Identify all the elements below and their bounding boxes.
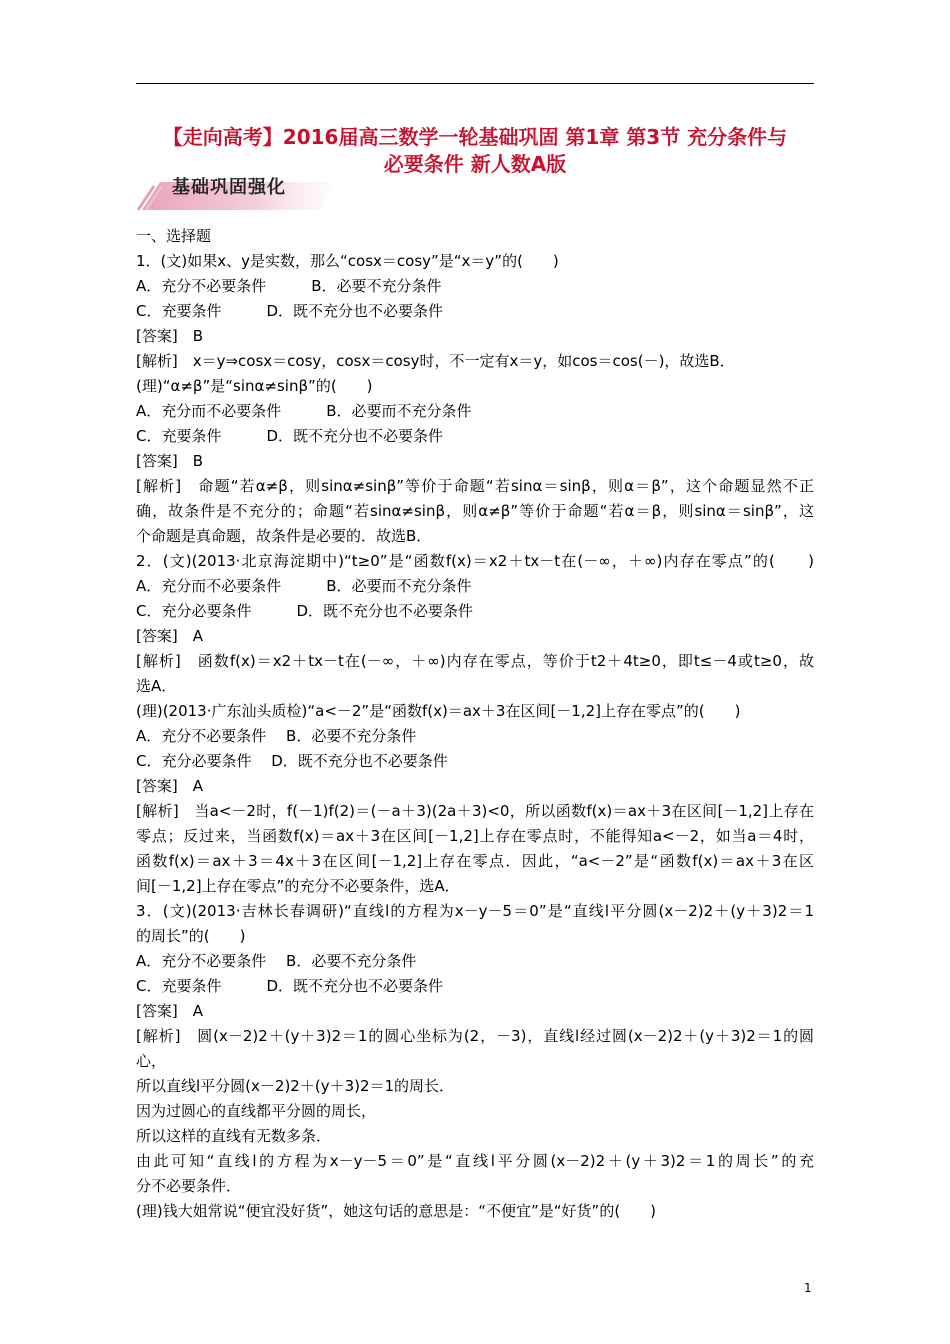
title-line-2: 必要条件 新人数A版 (383, 152, 567, 176)
text-line: (理)钱大姐常说“便宜没好货”，她这句话的意思是：“不便宜”是“好货”的( ) (136, 1202, 657, 1220)
text-line: 1．(文)如果x、y是实数，那么“cosx＝cosy”是“x＝y”的( ) (136, 252, 559, 270)
text-line: [答案] A (136, 627, 203, 645)
text-line: 的周长”的( ) (136, 927, 246, 945)
text-line: C．充分必要条件 D．既不充分也不必要条件 (136, 752, 448, 770)
document-title (136, 124, 814, 178)
text-line: [解析] 函数f(x)＝x2＋tx－t在(－∞，＋∞)内存在零点，等价于t2＋4t≥0，即t≤－4或t≥0，故 (136, 652, 814, 670)
text-line: [解析] 命题“若α≠β，则sinα≠sinβ”等价于命题“若sinα＝sinβ，则α＝β”，这个命题显然不正 (136, 477, 814, 495)
header-rule (136, 83, 814, 84)
text-line: 个命题是真命题，故条件是必要的．故选B． (136, 527, 432, 545)
text-line: [答案] A (136, 777, 203, 795)
text-line: A．充分而不必要条件 B．必要而不充分条件 (136, 402, 472, 420)
text-line: [答案] B (136, 327, 203, 345)
document-body (136, 224, 814, 1224)
text-line: 零点；反过来，当函数f(x)＝ax＋3在区间[－1,2]上存在零点时，不能得知a<－2，如当a＝4时， (136, 827, 814, 845)
text-line: 一、选择题 (136, 227, 212, 245)
text-line: 间[－1,2]上存在零点”的充分不必要条件，选A． (136, 877, 460, 895)
title-line-1: 【走向高考】2016届高三数学一轮基础巩固 第1章 第3节 充分条件与 (162, 125, 788, 149)
text-line: A．充分不必要条件 B．必要不充分条件 (136, 952, 417, 970)
text-line: 确，故条件是不充分的；命题“若sinα≠sinβ，则α≠β”等价于命题“若α＝β，则sinα＝sinβ”，这 (136, 502, 814, 520)
text-line: 由此可知“直线l的方程为x－y－5＝0”是“直线l平分圆(x－2)2＋(y＋3)2＝1的周长”的充 (136, 1152, 814, 1170)
text-line: 2．(文)(2013·北京海淀期中)“t≥0”是“函数f(x)＝x2＋tx－t在(－∞，＋∞)内存在零点”的( ) (136, 552, 814, 570)
text-line: C．充要条件 D．既不充分也不必要条件 (136, 977, 444, 995)
text-line: 因为过圆心的直线都平分圆的周长， (136, 1102, 377, 1120)
text-line: 函数f(x)＝ax＋3＝4x＋3在区间[－1,2]上存在零点．因此，“a<－2”是“函数f(x)＝ax＋3在区 (136, 852, 814, 870)
text-line: C．充分必要条件 D．既不充分也不必要条件 (136, 602, 474, 620)
text-line: A．充分而不必要条件 B．必要而不充分条件 (136, 577, 472, 595)
text-line: A．充分不必要条件 B．必要不充分条件 (136, 277, 442, 295)
text-line: C．充要条件 D．既不充分也不必要条件 (136, 302, 444, 320)
page-number: 1 (804, 1281, 812, 1295)
text-line: [解析] x＝y⇒cosx＝cosy，cosx＝cosy时，不一定有x＝y，如cos＝cos(－)，故选B． (136, 352, 735, 370)
text-line: C．充要条件 D．既不充分也不必要条件 (136, 427, 444, 445)
text-line: [答案] B (136, 452, 203, 470)
text-line: [答案] A (136, 1002, 203, 1020)
text-line: [解析] 当a<－2时，f(－1)f(2)＝(－a＋3)(2a＋3)<0，所以函数f(x)＝ax＋3在区间[－1,2]上存在 (136, 802, 814, 820)
text-line: 所以直线l平分圆(x－2)2＋(y＋3)2＝1的周长． (136, 1077, 455, 1095)
text-line: 分不必要条件． (136, 1177, 242, 1195)
text-line: A．充分不必要条件 B．必要不充分条件 (136, 727, 417, 745)
text-line: 选A． (136, 677, 177, 695)
section-banner-label: 基础巩固强化 (172, 177, 286, 198)
text-line: 所以这样的直线有无数多条． (136, 1127, 332, 1145)
text-line: 心， (136, 1052, 167, 1070)
text-line: (理)“α≠β”是“sinα≠sinβ”的( ) (136, 377, 373, 395)
text-line: 3．(文)(2013·吉林长春调研)“直线l的方程为x－y－5＝0”是“直线l平分圆(x－2)2＋(y＋3)2＝1 (136, 902, 814, 920)
text-line: [解析] 圆(x－2)2＋(y＋3)2＝1的圆心坐标为(2，－3)，直线l经过圆(x－2)2＋(y＋3)2＝1的圆 (136, 1027, 814, 1045)
text-line: (理)(2013·广东汕头质检)“a<－2”是“函数f(x)＝ax＋3在区间[－1,2]上存在零点”的( ) (136, 702, 741, 720)
